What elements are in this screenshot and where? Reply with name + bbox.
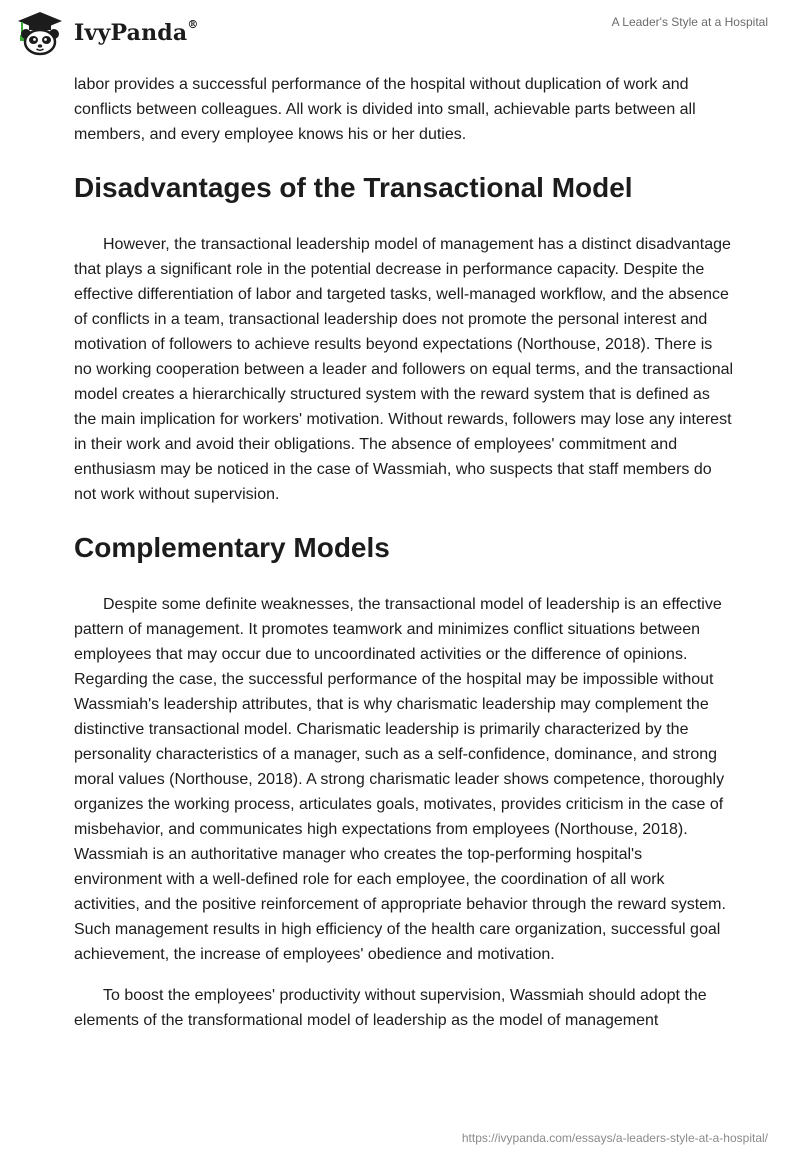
brand-text: IvyPanda xyxy=(74,20,188,46)
heading-complementary-models: Complementary Models xyxy=(74,532,390,563)
brand-name xyxy=(74,20,199,46)
ivypanda-logo[interactable] xyxy=(14,10,199,56)
essay-body xyxy=(74,72,734,1033)
page-header xyxy=(0,0,800,66)
registered-mark: ® xyxy=(187,18,199,31)
panda-graduate-logo-icon xyxy=(14,10,66,56)
paragraph-disadvantages: However, the transactional leadership model of management has a distinct disadvantage that plays a significant role in the potential decrease in performance capacity. Despite the effective differentiation of labor and targeted tasks, well-managed workflow, and the absence of conflicts in a team, transactional leadership does not promote the personal interest and motivation of followers to achieve results beyond expectations (Northouse, 2018). There is no working cooperation between a leader and followers on equal terms, and the transactional model creates a hierarchically structured system with the reward system that is defined as the main implication for workers' motivation. Without rewards, followers may lose any interest in their work and avoid their obligations. The absence of employees' commitment and enthusiasm may be noticed in the case of Wassmiah, who suspects that staff members do not work without supervision. xyxy=(74,236,734,503)
paragraph-complementary-2: To boost the employees' productivity without supervision, Wassmiah should adopt the elements of the transformational model of leadership as the model of management xyxy=(74,987,707,1029)
paragraph-continued: labor provides a successful performance of the hospital without duplication of work and conflicts between colleagues. All work is divided into small, achievable parts between all members, and every employee knows his or her duties. xyxy=(74,76,696,143)
heading-disadvantages: Disadvantages of the Transactional Model xyxy=(74,172,633,203)
paragraph-complementary-1: Despite some definite weaknesses, the transactional model of leadership is an effective pattern of management. It promotes teamwork and minimizes conflict situations between employees that may occur due to uncoordinated activities or the difference of opinions. Regarding the case, the successful performance of the hospital may be impossible without Wassmiah's leadership attributes, that is why charismatic leadership may complement the distinctive transactional model. Charismatic leadership is primarily characterized by the personality characteristics of a manager, such as a self-confidence, dominance, and strong moral values (Northouse, 2018). A strong charismatic leader shows competence, thoroughly organizes the working process, articulates goals, motivates, provides criticism in the case of misbehavior, and communicates high expectations from employees (Northouse, 2018). Wassmiah is an authoritative manager who creates the top-performing hospital's environment with a well-defined role for each employee, the coordination of all work activities, and the positive reinforcement of appropriate behavior through the reward system. Such management results in high efficiency of the health care organization, successful goal achievement, the increase of employees' obedience and motivation. xyxy=(74,596,726,963)
source-url[interactable]: https://ivypanda.com/essays/a-leaders-style-at-a-hospital/ xyxy=(461,1131,768,1145)
document-title: A Leader's Style at a Hospital xyxy=(611,15,768,29)
